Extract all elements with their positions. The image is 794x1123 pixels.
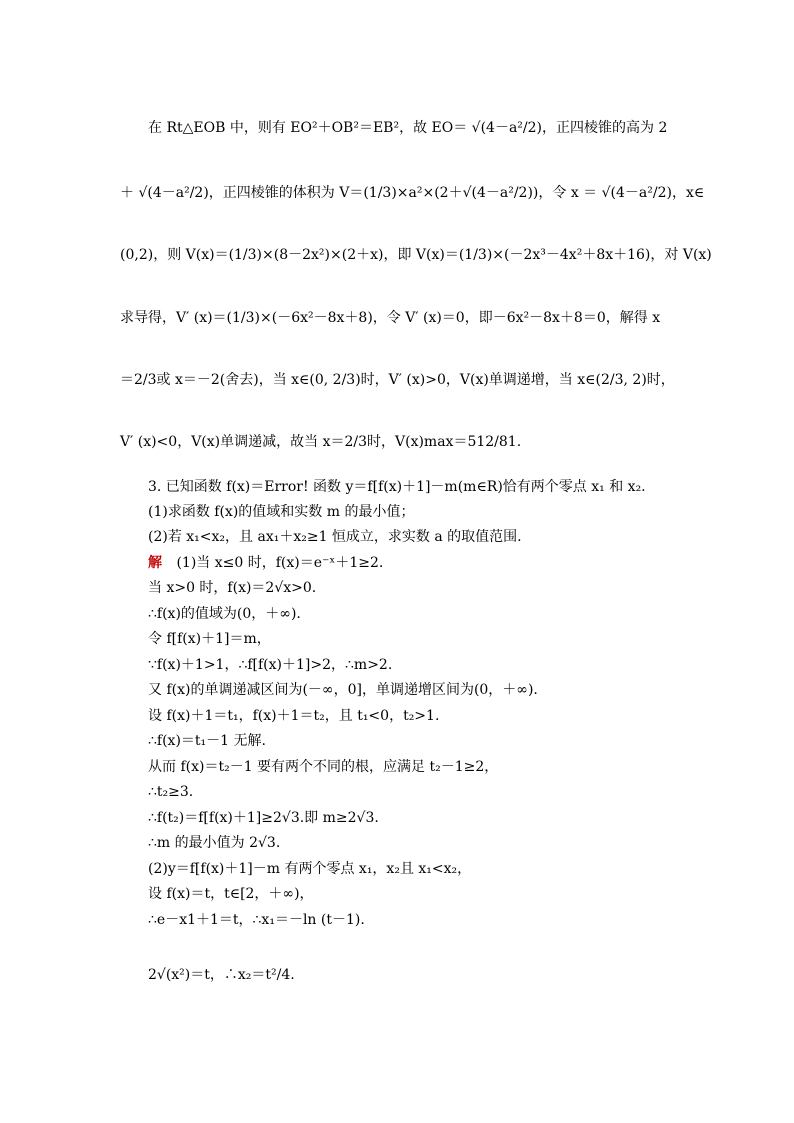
solution-line: 令 f[f(x)＋1]＝m，	[148, 631, 271, 647]
solution-line: ∵f(x)＋1>1，∴f[f(x)＋1]>2，∴m>2.	[148, 657, 393, 673]
solution-line: ∴e－x1＋1＝t，∴x₁＝－ln (t－1).	[148, 912, 365, 928]
solution-line: 从而 f(x)＝t₂－1 要有两个不同的根，应满足 t₂－1≥2，	[148, 759, 499, 775]
solution-line: 又 f(x)的单调递减区间为(－∞，0]，单调递增区间为(0，＋∞).	[148, 682, 538, 698]
solution-line: 设 f(x)＋1＝t₁，f(x)＋1＝t₂，且 t₁<0，t₂>1.	[148, 708, 440, 724]
text-line: V′ (x)<0，V(x)单调递减，故当 x＝2/3时，V(x)max＝512/81.	[120, 434, 522, 450]
text-line: ＋ √(4－a²/2)，正四棱锥的体积为 V＝(1/3)×a²×(2＋√(4－a²/2))，令 x ＝ √(4－a²/2)，x∈	[120, 185, 705, 201]
solution-line: 2√(x²)＝t，∴x₂＝t²/4.	[148, 967, 295, 983]
question-1: (1)求函数 f(x)的值域和实数 m 的最小值；	[148, 504, 415, 520]
solution-label: 解	[148, 555, 162, 571]
solution-line: 当 x>0 时，f(x)＝2√x>0.	[148, 580, 317, 596]
solution-line: 设 f(x)＝t，t∈[2，＋∞)，	[148, 886, 314, 902]
question-2: (2)若 x₁<x₂，且 ax₁＋x₂≥1 恒成立，求实数 a 的取值范围.	[148, 529, 522, 545]
solution-line: ∴m 的最小值为 2√3.	[148, 835, 281, 851]
solution-line: ∴f(t₂)＝f[f(x)＋1]≥2√3.即 m≥2√3.	[148, 810, 379, 826]
solution-line: (2)y＝f[f(x)＋1]－m 有两个零点 x₁，x₂且 x₁<x₂，	[148, 861, 472, 877]
text-line: 求导得，V′ (x)＝(1/3)×(－6x²－8x＋8)，令 V′ (x)＝0，即－6x²－8x＋8＝0，解得 x	[120, 310, 661, 326]
text-line: 在 Rt△EOB 中，则有 EO²＋OB²＝EB²，故 EO＝ √(4－a²/2)，正四棱锥的高为 2	[148, 120, 668, 136]
solution-line: ∴f(x)＝t₁－1 无解.	[148, 733, 266, 749]
solution-start: 解 (1)当 x≤0 时，f(x)＝e⁻ˣ＋1≥2.	[148, 555, 384, 571]
solution-line: ∴t₂≥3.	[148, 784, 194, 800]
text-line: ＝2/3或 x＝－2(舍去)，当 x∈(0, 2/3)时，V′ (x)>0，V(x)单调递增，当 x∈(2/3, 2)时，	[120, 372, 675, 388]
text-line: (0,2)，则 V(x)＝(1/3)×(8－2x²)×(2＋x)，即 V(x)＝(1/3)×(－2x³－4x²＋8x＋16)，对 V(x)	[120, 247, 712, 263]
problem-statement: 3. 已知函数 f(x)＝Error! 函数 y＝f[f(x)＋1]－m(m∈R)恰有两个零点 x₁ 和 x₂.	[148, 479, 646, 495]
solution-line: ∴f(x)的值域为(0，＋∞).	[148, 606, 301, 622]
